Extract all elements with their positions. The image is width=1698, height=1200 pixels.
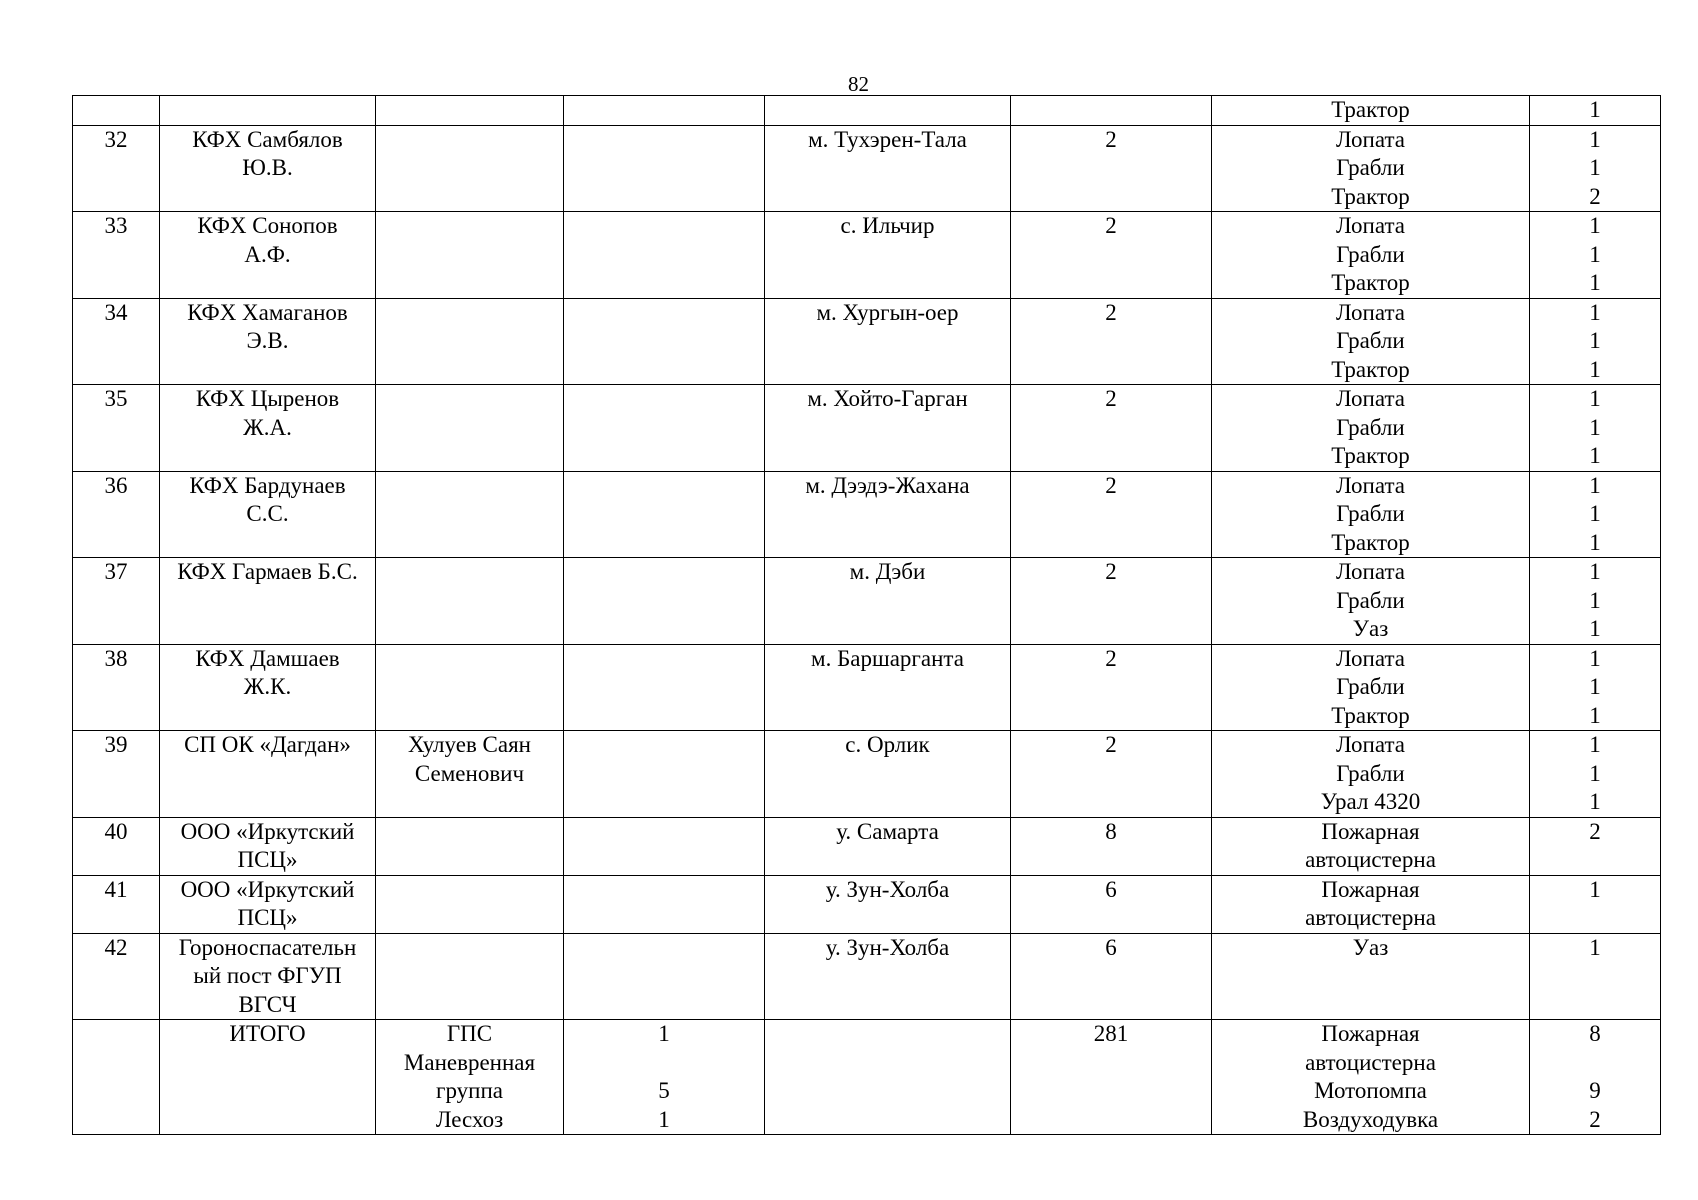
table-row <box>73 558 1661 645</box>
quantity-cell <box>1530 1020 1661 1135</box>
quantity-line: 1 <box>1589 386 1601 411</box>
location-line: у. Зун-Холба <box>825 934 950 960</box>
quantity-line: 1 <box>1589 559 1601 584</box>
quantity-cell <box>1530 125 1661 212</box>
equipment-cell <box>1212 731 1530 818</box>
quantity-cell <box>1530 96 1661 126</box>
equipment-line: Мотопомпа <box>1314 1078 1427 1103</box>
organization-line: ПСЦ» <box>237 847 298 872</box>
organization-line: ООО «Иркутский <box>180 818 355 844</box>
organization-line: КФХ Гармаев Б.С. <box>177 559 358 584</box>
equipment-line: Трактор <box>1331 97 1410 122</box>
organization-cell <box>160 1020 376 1135</box>
equipment-line: Лопата <box>1336 213 1405 238</box>
organization-line: КФХ Самбялов <box>192 126 343 152</box>
count-cell <box>564 96 765 126</box>
quantity-cell <box>1530 933 1661 1020</box>
quantity-cell <box>1530 385 1661 472</box>
equipment-line: Уаз <box>1352 934 1389 960</box>
table-row <box>73 385 1661 472</box>
responsible-line: ГПС <box>446 1021 493 1046</box>
organization-line: КФХ Хамаганов <box>187 299 348 325</box>
count-cell <box>564 558 765 645</box>
equipment-line: Лопата <box>1336 299 1405 325</box>
quantity-cell <box>1530 817 1661 875</box>
equipment-line: Пожарная <box>1321 876 1420 902</box>
personnel-cell: 2 <box>1011 471 1212 558</box>
equipment-cell <box>1212 558 1530 645</box>
row-number-cell: 38 <box>73 644 160 731</box>
equipment-line: автоцистерна <box>1305 905 1436 930</box>
quantity-cell <box>1530 558 1661 645</box>
organization-line: Ю.В. <box>242 155 293 180</box>
quantity-cell <box>1530 644 1661 731</box>
equipment-cell <box>1212 1020 1530 1135</box>
personnel-cell: 2 <box>1011 731 1212 818</box>
equipment-line: Трактор <box>1331 443 1410 468</box>
count-cell <box>564 212 765 299</box>
organization-line: ый пост ФГУП <box>193 963 342 988</box>
organization-cell <box>160 298 376 385</box>
table-body <box>73 96 1661 1135</box>
responsible-cell <box>376 212 564 299</box>
count-cell <box>564 644 765 731</box>
quantity-line: 1 <box>1589 934 1601 960</box>
quantity-line: 1 <box>1589 155 1601 180</box>
equipment-line: Грабли <box>1336 587 1405 613</box>
responsible-cell <box>376 298 564 385</box>
count-cell <box>564 875 765 933</box>
row-number-cell <box>73 96 160 126</box>
quantity-line: 1 <box>1589 674 1601 699</box>
organization-cell <box>160 558 376 645</box>
responsible-line: Хулуев Саян <box>407 732 531 757</box>
equipment-line: Трактор <box>1331 356 1410 382</box>
location-cell <box>765 385 1011 472</box>
organization-cell <box>160 875 376 933</box>
responsible-cell <box>376 817 564 875</box>
equipment-line: Грабли <box>1336 155 1405 180</box>
table-row <box>73 731 1661 818</box>
quantity-line: 1 <box>1589 529 1601 555</box>
quantity-line: 1 <box>1589 876 1601 902</box>
location-line: м. Хургын-оер <box>816 299 959 325</box>
responsible-cell <box>376 875 564 933</box>
row-number-cell: 41 <box>73 875 160 933</box>
equipment-line: Грабли <box>1336 760 1405 786</box>
location-cell <box>765 644 1011 731</box>
quantity-line: 1 <box>1589 587 1601 613</box>
responsible-cell <box>376 471 564 558</box>
location-line: м. Дээдэ-Жахана <box>805 472 970 498</box>
equipment-line: Лопата <box>1336 386 1405 411</box>
responsible-line: Семенович <box>414 760 525 786</box>
count-cell <box>564 385 765 472</box>
row-number-cell: 36 <box>73 471 160 558</box>
organization-cell <box>160 96 376 126</box>
equipment-line: автоцистерна <box>1305 1049 1436 1075</box>
quantity-line: 1 <box>1589 97 1601 122</box>
count-cell <box>564 471 765 558</box>
responsible-cell <box>376 96 564 126</box>
responsible-cell <box>376 1020 564 1135</box>
equipment-line: Грабли <box>1336 501 1405 526</box>
count-line: 1 <box>658 1106 670 1132</box>
quantity-line: 1 <box>1589 789 1601 814</box>
personnel-cell: 2 <box>1011 125 1212 212</box>
responsible-cell <box>376 385 564 472</box>
personnel-cell <box>1011 96 1212 126</box>
personnel-cell: 2 <box>1011 298 1212 385</box>
equipment-cell <box>1212 933 1530 1020</box>
responsible-line: Маневренная <box>403 1049 536 1075</box>
equipment-cell <box>1212 298 1530 385</box>
equipment-line: Трактор <box>1331 270 1410 295</box>
equipment-line: Трактор <box>1331 183 1410 209</box>
equipment-cell <box>1212 471 1530 558</box>
quantity-line: 1 <box>1589 270 1601 295</box>
quantity-line: 1 <box>1589 328 1601 353</box>
location-cell <box>765 1020 1011 1135</box>
row-number-cell: 39 <box>73 731 160 818</box>
row-number-cell <box>73 1020 160 1135</box>
organization-cell <box>160 385 376 472</box>
equipment-line: Трактор <box>1331 529 1410 555</box>
responsible-cell <box>376 933 564 1020</box>
quantity-line: 1 <box>1589 241 1601 267</box>
equipment-line: Грабли <box>1336 241 1405 267</box>
quantity-line: 1 <box>1589 443 1601 468</box>
organization-line: С.С. <box>246 501 289 526</box>
organization-cell <box>160 817 376 875</box>
location-line: м. Тухэрен-Тала <box>808 126 967 152</box>
equipment-cell <box>1212 875 1530 933</box>
equipment-line: Грабли <box>1336 414 1405 440</box>
location-line: у. Зун-Холба <box>825 876 950 902</box>
quantity-line: 1 <box>1589 414 1601 440</box>
organization-line: Гороноспасательн <box>178 934 357 960</box>
count-line: 1 <box>658 1021 670 1046</box>
responsible-cell <box>376 644 564 731</box>
organization-line: А.Ф. <box>244 241 291 267</box>
quantity-line: 8 <box>1589 1021 1601 1046</box>
location-cell <box>765 471 1011 558</box>
quantity-line: 2 <box>1589 1106 1601 1132</box>
quantity-line <box>1534 1049 1656 1078</box>
quantity-line: 1 <box>1589 299 1601 325</box>
count-line: 5 <box>658 1078 670 1103</box>
table-row <box>73 471 1661 558</box>
equipment-line: Лопата <box>1336 559 1405 584</box>
count-cell <box>564 125 765 212</box>
resource-table <box>72 95 1661 1135</box>
location-cell <box>765 212 1011 299</box>
quantity-line: 1 <box>1589 732 1601 757</box>
organization-line: ООО «Иркутский <box>180 876 355 902</box>
quantity-line: 1 <box>1589 702 1601 728</box>
organization-cell <box>160 644 376 731</box>
quantity-line: 1 <box>1589 501 1601 526</box>
equipment-cell <box>1212 644 1530 731</box>
equipment-line: Лопата <box>1336 645 1405 671</box>
row-number-cell: 35 <box>73 385 160 472</box>
count-cell <box>564 731 765 818</box>
table-row <box>73 644 1661 731</box>
location-cell <box>765 96 1011 126</box>
quantity-line: 1 <box>1589 472 1601 498</box>
organization-line: ВГСЧ <box>238 991 297 1017</box>
page-number: 82 <box>848 72 869 96</box>
location-line: с. Орлик <box>845 732 930 757</box>
count-cell <box>564 1020 765 1135</box>
table-row <box>73 933 1661 1020</box>
table-row <box>73 212 1661 299</box>
organization-cell <box>160 731 376 818</box>
location-cell <box>765 875 1011 933</box>
count-cell <box>564 298 765 385</box>
personnel-cell: 2 <box>1011 212 1212 299</box>
equipment-line: Грабли <box>1336 674 1405 699</box>
organization-cell <box>160 212 376 299</box>
quantity-line: 2 <box>1589 818 1601 844</box>
equipment-line: Трактор <box>1331 702 1410 728</box>
quantity-line: 1 <box>1589 213 1601 238</box>
equipment-line: Грабли <box>1336 328 1405 353</box>
location-cell <box>765 817 1011 875</box>
row-number-cell: 42 <box>73 933 160 1020</box>
organization-cell <box>160 933 376 1020</box>
table-row <box>73 125 1661 212</box>
table-row <box>73 298 1661 385</box>
quantity-line: 1 <box>1589 126 1601 152</box>
row-number-cell: 33 <box>73 212 160 299</box>
responsible-cell <box>376 731 564 818</box>
personnel-cell: 2 <box>1011 385 1212 472</box>
table-row <box>73 817 1661 875</box>
equipment-cell <box>1212 125 1530 212</box>
location-cell <box>765 125 1011 212</box>
equipment-line: Урал 4320 <box>1320 789 1421 814</box>
personnel-cell: 6 <box>1011 875 1212 933</box>
organization-line: ИТОГО <box>229 1021 306 1046</box>
location-cell <box>765 731 1011 818</box>
organization-cell <box>160 125 376 212</box>
equipment-line: Воздуходувка <box>1302 1106 1439 1132</box>
location-line: м. Дэби <box>849 559 926 584</box>
location-cell <box>765 558 1011 645</box>
equipment-cell <box>1212 212 1530 299</box>
organization-line: КФХ Сонопов <box>197 213 338 238</box>
organization-line: СП ОК «Дагдан» <box>184 732 351 757</box>
quantity-line: 9 <box>1589 1078 1601 1103</box>
quantity-cell <box>1530 298 1661 385</box>
row-number-cell: 34 <box>73 298 160 385</box>
personnel-cell: 281 <box>1011 1020 1212 1135</box>
quantity-line: 1 <box>1589 645 1601 671</box>
equipment-cell <box>1212 385 1530 472</box>
responsible-cell <box>376 125 564 212</box>
organization-line: КФХ Цыренов <box>195 386 340 411</box>
organization-line: КФХ Дамшаев <box>195 645 340 671</box>
table-row <box>73 875 1661 933</box>
organization-line: Ж.К. <box>243 674 292 699</box>
equipment-line: Лопата <box>1336 472 1405 498</box>
organization-line: КФХ Бардунаев <box>189 472 346 498</box>
equipment-cell <box>1212 817 1530 875</box>
location-line: м. Баршарганта <box>811 645 964 671</box>
personnel-cell: 6 <box>1011 933 1212 1020</box>
organization-cell <box>160 471 376 558</box>
equipment-line: Пожарная <box>1321 818 1420 844</box>
row-number-cell: 40 <box>73 817 160 875</box>
equipment-line: Пожарная <box>1321 1021 1420 1046</box>
count-line <box>568 1049 760 1078</box>
organization-line: Э.В. <box>246 328 289 353</box>
quantity-cell <box>1530 212 1661 299</box>
location-line: у. Самарта <box>836 818 939 844</box>
responsible-line: группа <box>436 1078 503 1103</box>
location-cell <box>765 933 1011 1020</box>
equipment-line: Лопата <box>1336 126 1405 152</box>
table-row <box>73 96 1661 126</box>
responsible-cell <box>376 558 564 645</box>
quantity-cell <box>1530 471 1661 558</box>
personnel-cell: 2 <box>1011 558 1212 645</box>
location-cell <box>765 298 1011 385</box>
location-line: м. Хойто-Гарган <box>807 386 968 411</box>
quantity-cell <box>1530 875 1661 933</box>
responsible-line: Лесхоз <box>435 1106 504 1132</box>
count-cell <box>564 817 765 875</box>
row-number-cell: 32 <box>73 125 160 212</box>
quantity-line: 1 <box>1589 760 1601 786</box>
personnel-cell: 2 <box>1011 644 1212 731</box>
count-cell <box>564 933 765 1020</box>
equipment-line: автоцистерна <box>1305 847 1436 872</box>
personnel-cell: 8 <box>1011 817 1212 875</box>
equipment-line: Уаз <box>1352 616 1389 641</box>
equipment-cell <box>1212 96 1530 126</box>
table-row <box>73 1020 1661 1135</box>
row-number-cell: 37 <box>73 558 160 645</box>
quantity-line: 2 <box>1589 183 1601 209</box>
location-line: с. Ильчир <box>840 213 935 238</box>
quantity-cell <box>1530 731 1661 818</box>
organization-line: Ж.А. <box>243 414 292 440</box>
quantity-line: 1 <box>1589 616 1601 641</box>
equipment-line: Лопата <box>1336 732 1405 757</box>
quantity-line: 1 <box>1589 356 1601 382</box>
organization-line: ПСЦ» <box>237 905 298 930</box>
